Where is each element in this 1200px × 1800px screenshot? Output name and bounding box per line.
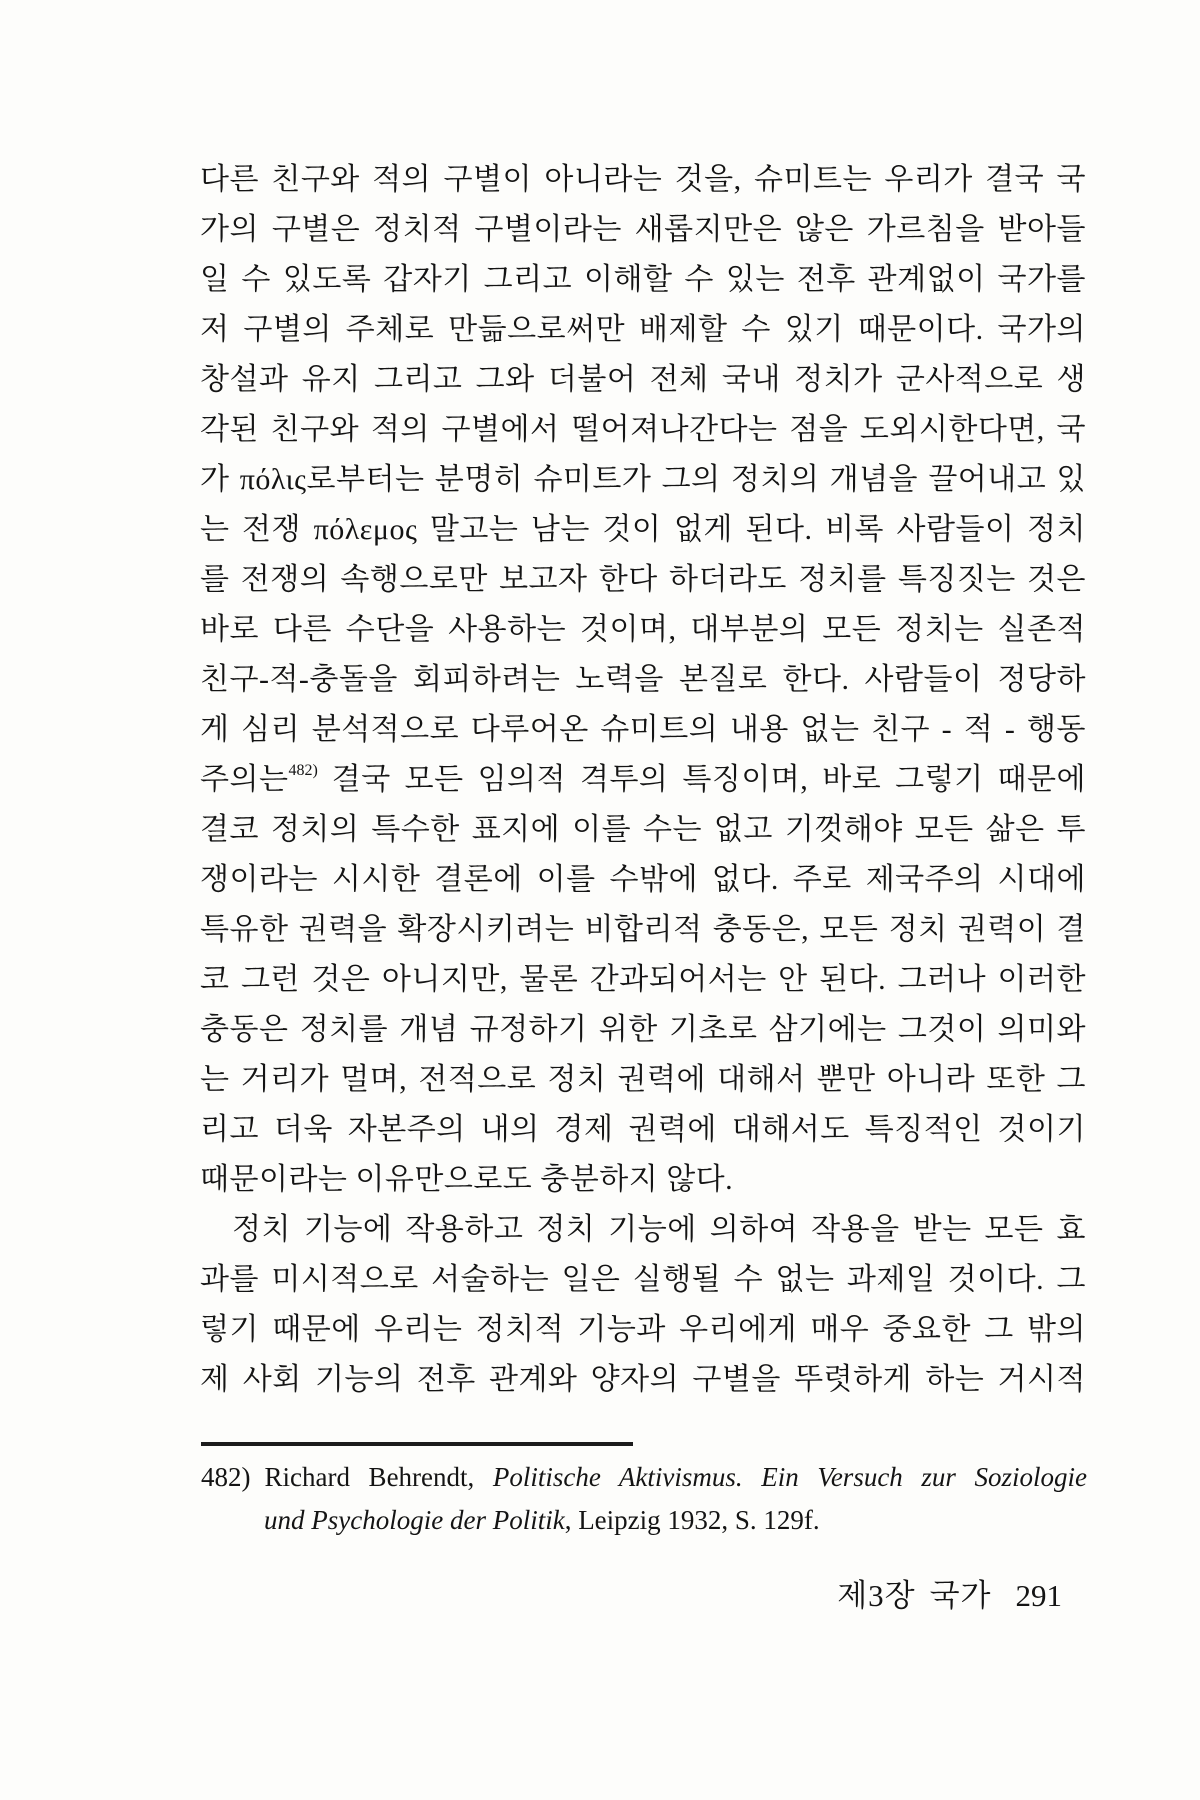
text-line: 렇기 때문에 우리는 정치적 기능과 우리에게 매우 중요한 그 밖의 — [200, 1313, 1086, 1346]
text-line: 때문이라는 이유만으로도 충분하지 않다. — [200, 1163, 734, 1196]
text-line: 코 그런 것은 아니지만, 물론 간과되어서는 안 된다. 그러나 이러한 — [200, 963, 1086, 996]
section-label: 국가 — [929, 1578, 992, 1613]
text-line: 정치 기능에 작용하고 정치 기능에 의하여 작용을 받는 모든 효 — [232, 1213, 1086, 1246]
footnote-text-segment: , Leipzig 1932, S. 129f. — [564, 1505, 820, 1535]
footnote-line — [201, 1456, 1087, 1499]
text-line: 각된 친구와 적의 구별에서 떨어져나간다는 점을 도외시한다면, 국 — [200, 413, 1086, 446]
text-line: 를 전쟁의 속행으로만 보고자 한다 하더라도 정치를 특징짓는 것은 — [200, 563, 1086, 596]
text-line: 충동은 정치를 개념 규정하기 위한 기초로 삼기에는 그것이 의미와 — [200, 1013, 1086, 1046]
text-line: 저 구별의 주체로 만듦으로써만 배제할 수 있기 때문이다. 국가의 — [200, 313, 1086, 346]
footnote-marker: 482) — [201, 1462, 251, 1492]
text-line: 창설과 유지 그리고 그와 더불어 전체 국내 정치가 군사적으로 생 — [200, 363, 1086, 396]
footnote-title-segment: und Psychologie der Politik — [264, 1505, 565, 1535]
footnote-title-segment: Politische Aktivismus. Ein Versuch zur Soziologie — [492, 1462, 1087, 1492]
text-line: 는 거리가 멀며, 전적으로 정치 권력에 대해서 뿐만 아니라 또한 그 — [200, 1063, 1086, 1096]
footnote-divider — [201, 1442, 633, 1446]
chapter-label: 제3장 — [837, 1578, 916, 1613]
text-line: 다른 친구와 적의 구별이 아니라는 것을, 슈미트는 우리가 결국 국 — [200, 163, 1086, 196]
footnote-ref: 482) — [288, 762, 318, 779]
text-line: 친구-적-충돌을 회피하려는 노력을 본질로 한다. 사람들이 정당하 — [200, 663, 1086, 696]
text-line: 리고 더욱 자본주의 내의 경제 권력에 대해서도 특징적인 것이기 — [200, 1113, 1086, 1146]
footnote-line — [201, 1499, 1087, 1542]
text-line: 바로 다른 수단을 사용하는 것이며, 대부분의 모든 정치는 실존적 — [200, 613, 1086, 646]
text-line: 가 πόλις로부터는 분명히 슈미트가 그의 정치의 개념을 끌어내고 있 — [200, 463, 1086, 496]
text-line: 는 전쟁 πόλεμος 말고는 남는 것이 없게 된다. 비록 사람들이 정치 — [200, 513, 1086, 546]
text-line: 게 심리 분석적으로 다루어온 슈미트의 내용 없는 친구 - 적 - 행동 — [200, 713, 1086, 746]
text-line: 특유한 권력을 확장시키려는 비합리적 충동은, 모든 정치 권력이 결 — [200, 913, 1086, 946]
text-line: 제 사회 기능의 전후 관계와 양자의 구별을 뚜렷하게 하는 거시적 — [200, 1363, 1086, 1396]
text-line: 주의는$^{482)}$ 결국 모든 임의적 격투의 특징이며, 바로 그렇기 때문에 — [200, 762, 1086, 796]
text-line: 쟁이라는 시시한 결론에 이를 수밖에 없다. 주로 제국주의 시대에 — [200, 863, 1086, 896]
page-number: 291 — [1015, 1578, 1062, 1613]
footnote — [201, 1456, 1087, 1542]
text-line: 결코 정치의 특수한 표지에 이를 수는 없고 기껏해야 모든 삶은 투 — [200, 813, 1086, 846]
footnote-text-segment: Richard Behrendt, — [264, 1462, 493, 1492]
text-line: 과를 미시적으로 서술하는 일은 실행될 수 없는 과제일 것이다. 그 — [200, 1263, 1086, 1296]
page-footer — [200, 1576, 1062, 1616]
body-text — [200, 155, 1086, 1405]
text-line: 가의 구별은 정치적 구별이라는 새롭지만은 않은 가르침을 받아들 — [200, 213, 1086, 246]
text-line: 일 수 있도록 갑자기 그리고 이해할 수 있는 전후 관계없이 국가를 — [200, 263, 1086, 296]
